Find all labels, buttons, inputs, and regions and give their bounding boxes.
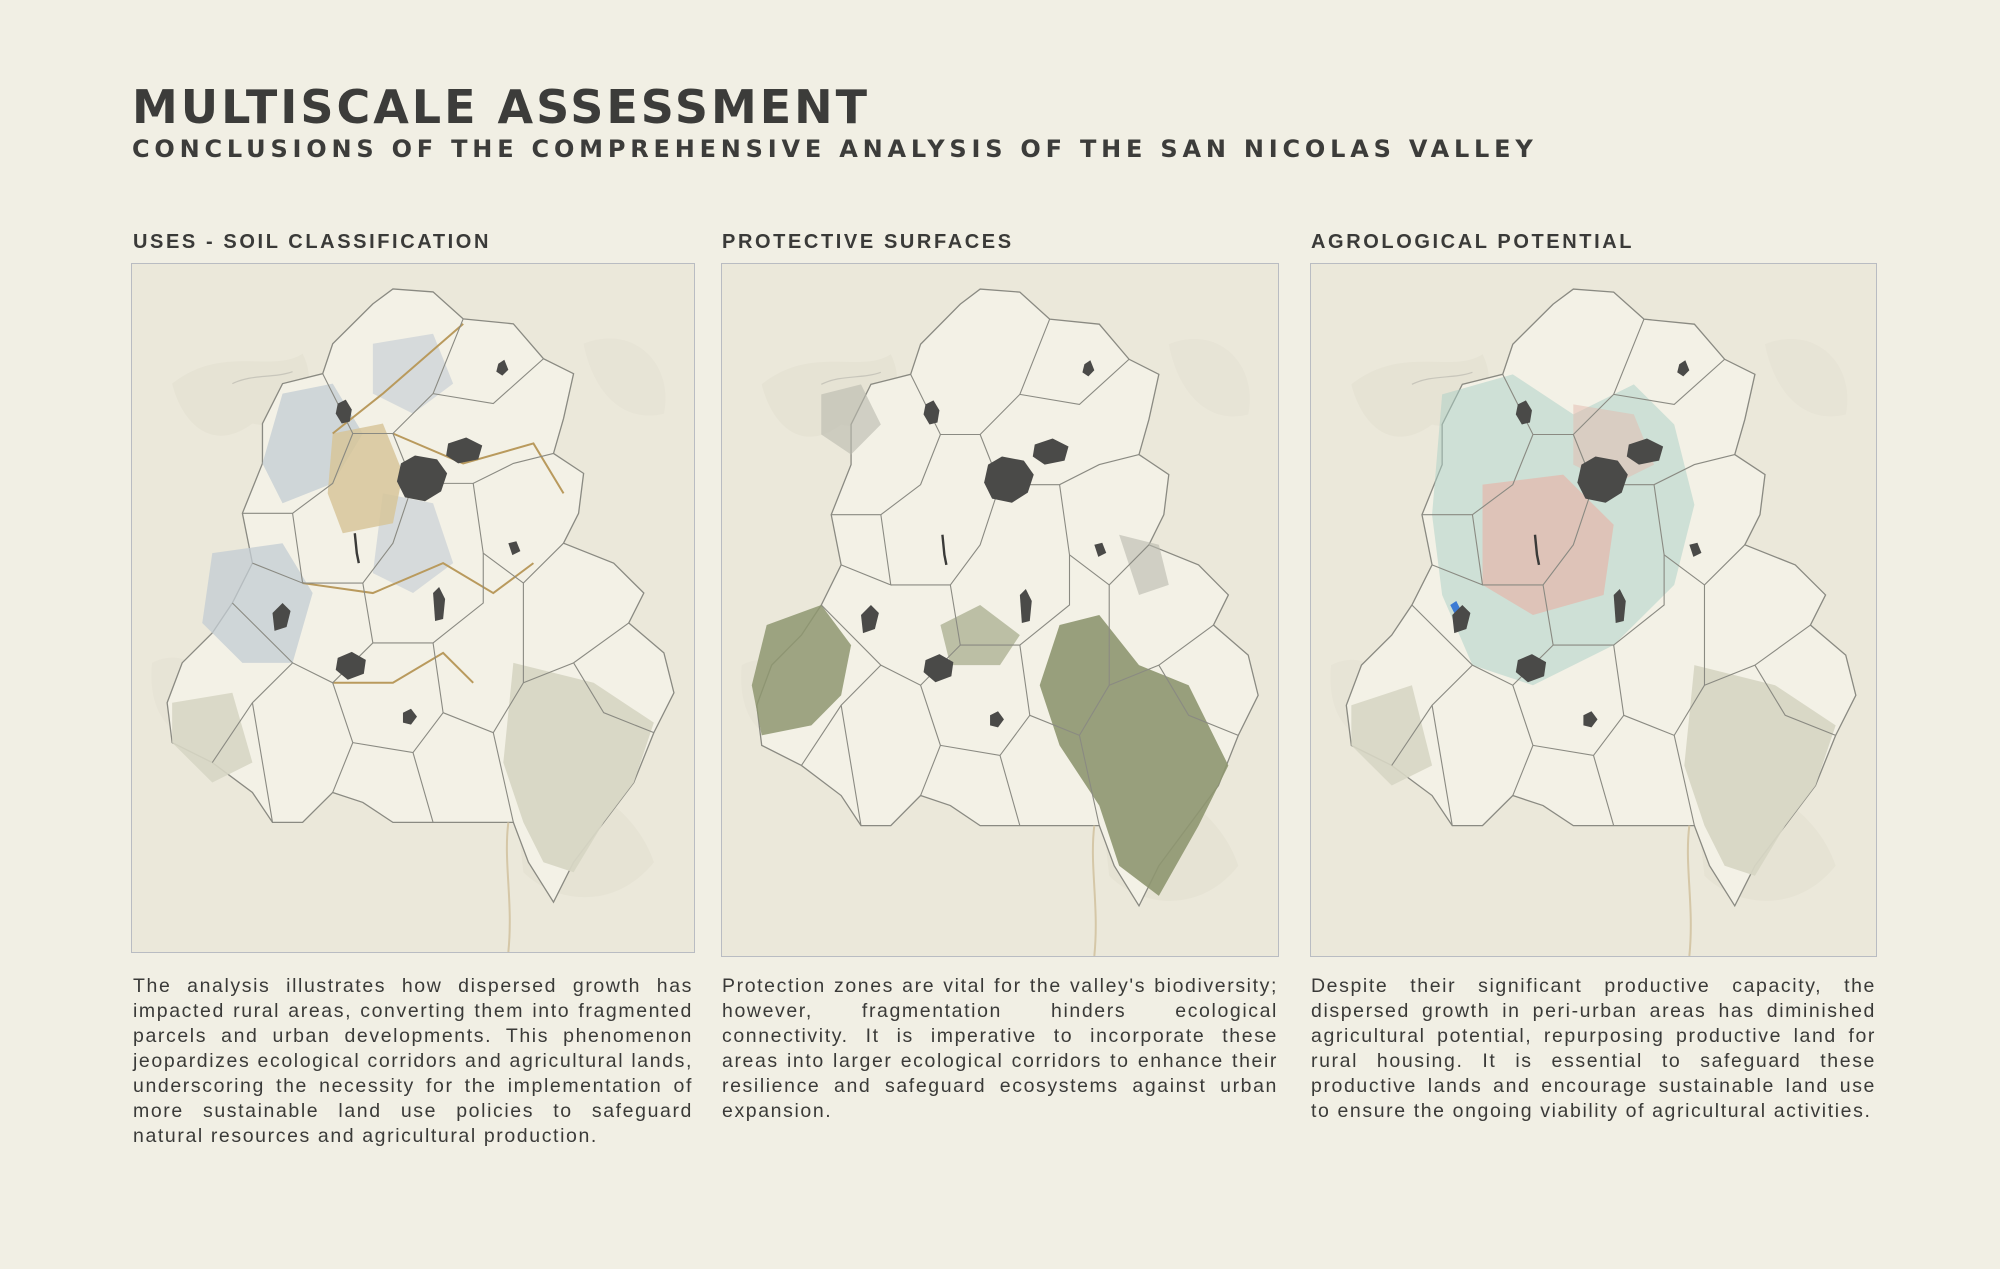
heading-protective-surfaces: PROTECTIVE SURFACES bbox=[722, 231, 1014, 253]
page-title: MULTISCALE ASSESSMENT bbox=[132, 80, 871, 134]
map-protective-surfaces bbox=[721, 263, 1279, 957]
description-agrological-potential: Despite their significant productive capacity, the dispersed growth in peri-urban areas has diminished agricultural potential, repurposing productive land for rural housing. It is essential to safeguard these productive lands and encourage sustainable land use to ensure the ongoing viability of agricultural activities. bbox=[1311, 975, 1876, 1122]
page-subtitle: CONCLUSIONS OF THE COMPREHENSIVE ANALYSIS OF THE SAN NICOLAS VALLEY bbox=[132, 135, 1538, 163]
map-uses-soil bbox=[131, 263, 695, 953]
heading-agrological-potential: AGROLOGICAL POTENTIAL bbox=[1311, 231, 1635, 253]
heading-uses-soil: USES - SOIL CLASSIFICATION bbox=[133, 231, 491, 253]
map-agrological-potential bbox=[1310, 263, 1877, 957]
description-uses-soil: The analysis illustrates how dispersed growth has impacted rural areas, converting them into fragmented parcels and urban developments. This phenomenon jeopardizes ecological corridors and agricultural lands, underscoring the necessity for the implementation of more sustainable land use policies to safeguard natural resources and agricultural production. bbox=[133, 975, 693, 1147]
description-protective-surfaces: Protection zones are vital for the valley's biodiversity; however, fragmentation hinders ecological connectivity. It is imperative to incorporate these areas into larger ecological corridors to enhance their resilience and safeguard ecosystems against urban expansion. bbox=[722, 975, 1278, 1122]
